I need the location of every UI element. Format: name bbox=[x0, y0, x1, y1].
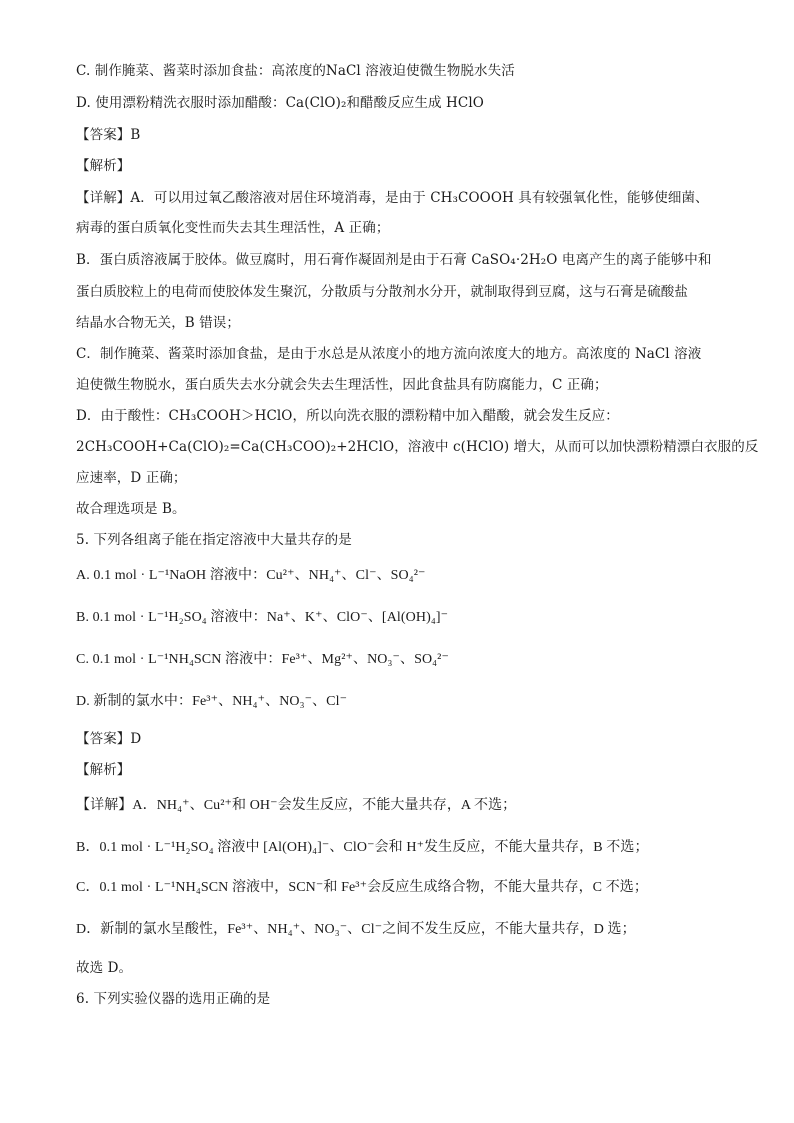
q5-option-d: D. 新制的氯水中：Fe³⁺、NH₄⁺、NO₃⁻、Cl⁻ bbox=[76, 694, 348, 709]
q5-analysis-label: 【解析】 bbox=[76, 762, 131, 778]
question-5-stem: 5. 下列各组离子能在指定溶液中大量共存的是 bbox=[76, 532, 352, 548]
analysis-label: 【解析】 bbox=[76, 158, 131, 174]
detail-line-d1: D．由于酸性：CH₃COOH＞HClO，所以向洗衣服的漂粉精中加入醋酸，就会发生反应： bbox=[76, 408, 619, 424]
detail-line-b2: 蛋白质胶粒上的电荷而使胶体发生聚沉，分散质与分散剂水分开，就制取得到豆腐，这与石膏是硫酸盐 bbox=[76, 284, 688, 300]
option-c-text: C. 制作腌菜、酱菜时添加食盐：高浓度的NaCl 溶液迫使微生物脱水失活 bbox=[76, 63, 515, 79]
detail-line-a1: 【详解】A．可以用过氧乙酸溶液对居住环境消毒，是由于 CH₃COOOH 具有较强氧化性，能够使细菌、 bbox=[76, 190, 709, 206]
detail-line-b3: 结晶水合物无关，B 错误； bbox=[76, 315, 241, 331]
detail-line-d3: 应速率，D 正确； bbox=[76, 470, 187, 486]
detail-line-b1: B．蛋白质溶液属于胶体。做豆腐时，用石膏作凝固剂是由于石膏 CaSO₄·2H₂O 电离产生的离子能够中和 bbox=[76, 252, 712, 268]
conclusion-line: 故合理选项是 B。 bbox=[76, 501, 186, 517]
detail-line-d2: 2CH₃COOH+Ca(ClO)₂=Ca(CH₃COO)₂+2HClO，溶液中 c(HClO) 增大，从而可以加快漂粉精漂白衣服的反 bbox=[76, 439, 759, 455]
q5-detail-c: C．0.1 mol · L⁻¹NH₄SCN 溶液中，SCN⁻和 Fe³⁺会反应生成络合物，不能大量共存，C 不选； bbox=[76, 880, 649, 895]
q5-answer-label: 【答案】D bbox=[76, 731, 142, 747]
q5-detail-a: 【详解】A．NH₄⁺、Cu²⁺和 OH⁻会发生反应，不能大量共存，A 不选； bbox=[76, 798, 517, 813]
q5-detail-d: D．新制的氯水呈酸性，Fe³⁺、NH₄⁺、NO₃⁻、Cl⁻之间不发生反应，不能大量共存，D 选； bbox=[76, 922, 636, 937]
q5-detail-b: B．0.1 mol · L⁻¹H₂SO₄ 溶液中 [Al(OH)₄]⁻、ClO⁻会和 H⁺发生反应，不能大量共存，B 不选； bbox=[76, 840, 649, 855]
answer-label: 【答案】B bbox=[76, 127, 141, 143]
option-d-text: D. 使用漂粉精洗衣服时添加醋酸：Ca(ClO)₂和醋酸反应生成 HClO bbox=[76, 95, 484, 111]
q5-option-c: C. 0.1 mol · L⁻¹NH₄SCN 溶液中：Fe³⁺、Mg²⁺、NO₃⁻、SO₄²⁻ bbox=[76, 652, 449, 667]
question-6-stem: 6. 下列实验仪器的选用正确的是 bbox=[76, 991, 271, 1007]
detail-line-c1: C．制作腌菜、酱菜时添加食盐，是由于水总是从浓度小的地方流向浓度大的地方。高浓度的 NaCl 溶液 bbox=[76, 346, 702, 362]
q5-option-a: A. 0.1 mol · L⁻¹NaOH 溶液中：Cu²⁺、NH₄⁺、Cl⁻、SO₄²⁻ bbox=[76, 568, 426, 583]
detail-line-a2: 病毒的蛋白质氧化变性而失去其生理活性，A 正确； bbox=[76, 220, 390, 236]
q5-option-b: B. 0.1 mol · L⁻¹H₂SO₄ 溶液中：Na⁺、K⁺、ClO⁻、[Al(OH)₄]⁻ bbox=[76, 610, 449, 625]
q5-conclusion: 故选 D。 bbox=[76, 960, 133, 976]
detail-line-c2: 迫使微生物脱水，蛋白质失去水分就会失去生理活性，因此食盐具有防腐能力，C 正确； bbox=[76, 377, 608, 393]
